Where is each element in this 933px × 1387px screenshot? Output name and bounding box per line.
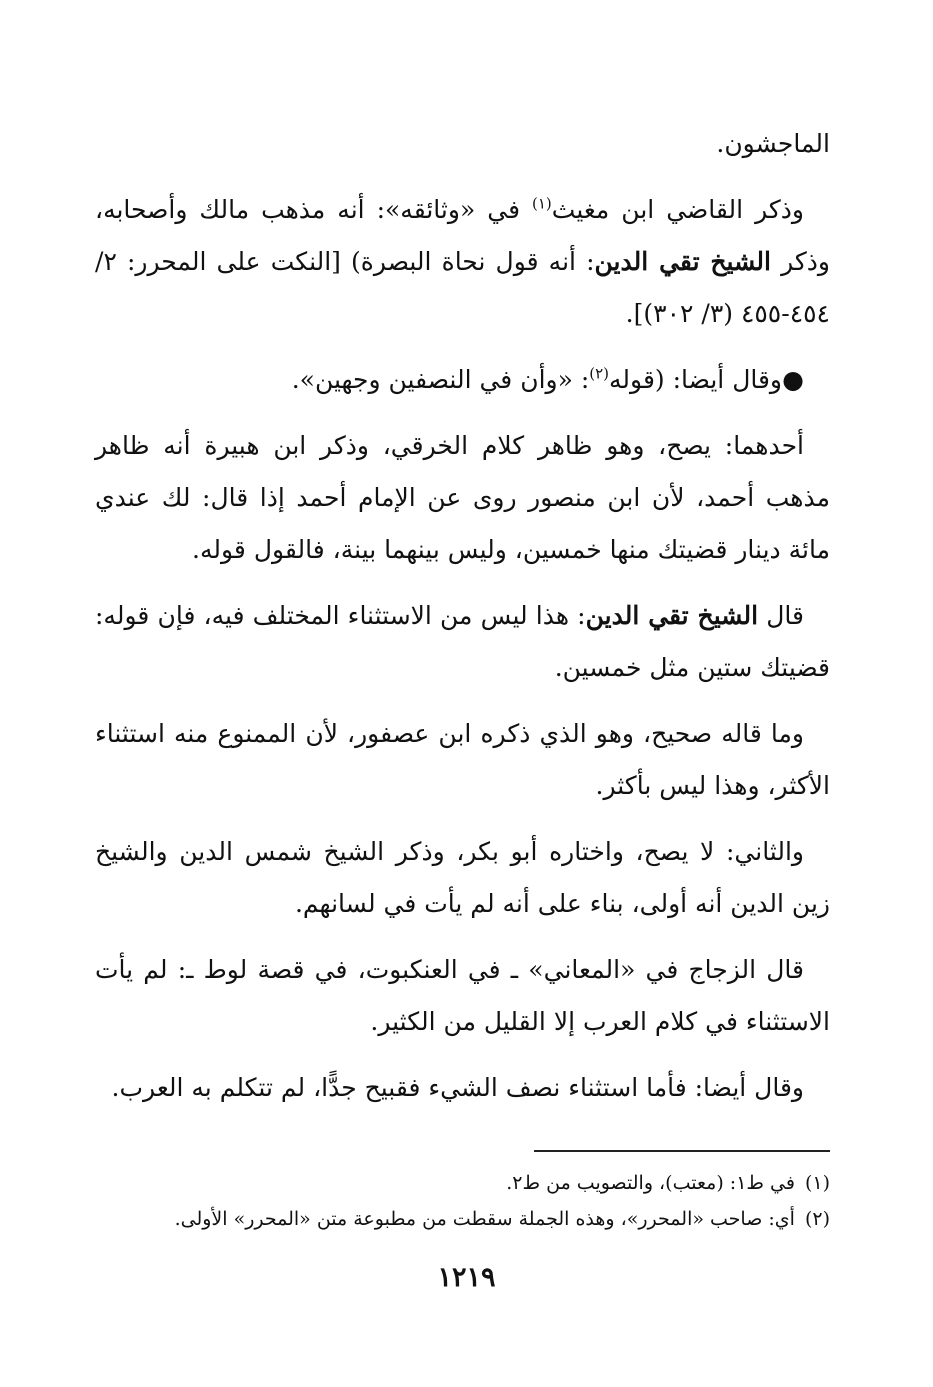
bold-name: الشيخ تقي الدين	[585, 601, 759, 630]
paragraph	[95, 118, 830, 170]
footnote	[95, 1201, 830, 1237]
text-segment: : هذا ليس من الاستثناء المختلف فيه، فإن قوله: قضيتك ستين مثل خمسين.	[95, 601, 830, 682]
text-segment: وما قاله صحيح، وهو الذي ذكره ابن عصفور، لأن الممنوع منه استثناء الأكثر، وهذا ليس بأكثر.	[95, 719, 830, 800]
text-segment: الماجشون.	[716, 129, 830, 158]
text-segment: والثاني: لا يصح، واختاره أبو بكر، وذكر الشيخ شمس الدين والشيخ زين الدين أنه أولى، بناء على أنه لم يأت في لسانهم.	[95, 837, 830, 918]
bold-name: الشيخ تقي الدين	[594, 247, 771, 276]
paragraph	[95, 420, 830, 576]
main-text	[95, 118, 830, 1128]
paragraph	[95, 826, 830, 930]
text-segment: أحدهما: يصح، وهو ظاهر كلام الخرقي، وذكر ابن هبيرة أنه ظاهر مذهب أحمد، لأن ابن منصور روى عن الإمام أحمد إذا قال: لك عندي مائة دينار قضيتك منها خمسين، وليس بينهما بينة، فالقول قوله.	[95, 431, 830, 564]
paragraph	[95, 354, 830, 406]
paragraph	[95, 590, 830, 694]
text-segment: : أنه قول نحاة البصرة) [النكت على المحرر: ٢/ ٤٥٤-٤٥٥ (٣/ ٣٠٢)].	[95, 247, 830, 328]
page-number: ١٢١٩	[437, 1262, 496, 1293]
text-segment: : «وأن في النصفين وجهين».	[291, 365, 590, 394]
paragraph	[95, 184, 830, 340]
text-segment: قال الزجاج في «المعاني» ـ في العنكبوت، في قصة لوط ـ: لم يأت الاستثناء في كلام العرب إلا القليل من الكثير.	[95, 955, 830, 1036]
bullet-icon: ●	[782, 365, 804, 394]
footnote-text: في ط١: (معتب)، والتصويب من ط٢.	[506, 1172, 795, 1194]
paragraph	[95, 944, 830, 1048]
footnote-number: (٢)	[804, 1208, 830, 1230]
paragraph	[95, 1062, 830, 1114]
footnote-number: (١)	[804, 1172, 830, 1194]
text-segment: وقال أيضا: فأما استثناء نصف الشيء فقبيح جدًّا، لم تتكلم به العرب.	[111, 1073, 804, 1102]
text-segment: وذكر القاضي ابن مغيث	[551, 195, 804, 224]
footnote-ref: (٢)	[589, 364, 610, 383]
text-segment: في «وثائقه»: أنه مذهب مالك وأصحابه، وذكر	[95, 195, 830, 276]
footnotes	[95, 1165, 830, 1237]
footnote-separator	[534, 1150, 830, 1152]
footnote	[95, 1165, 830, 1201]
text-segment: قال	[758, 601, 804, 630]
text-segment: وقال أيضا: (قوله	[609, 365, 782, 394]
footnote-text: أي: صاحب «المحرر»، وهذه الجملة سقطت من مطبوعة متن «المحرر» الأولى.	[174, 1208, 795, 1230]
footnote-ref: (١)	[532, 194, 552, 213]
paragraph	[95, 708, 830, 812]
